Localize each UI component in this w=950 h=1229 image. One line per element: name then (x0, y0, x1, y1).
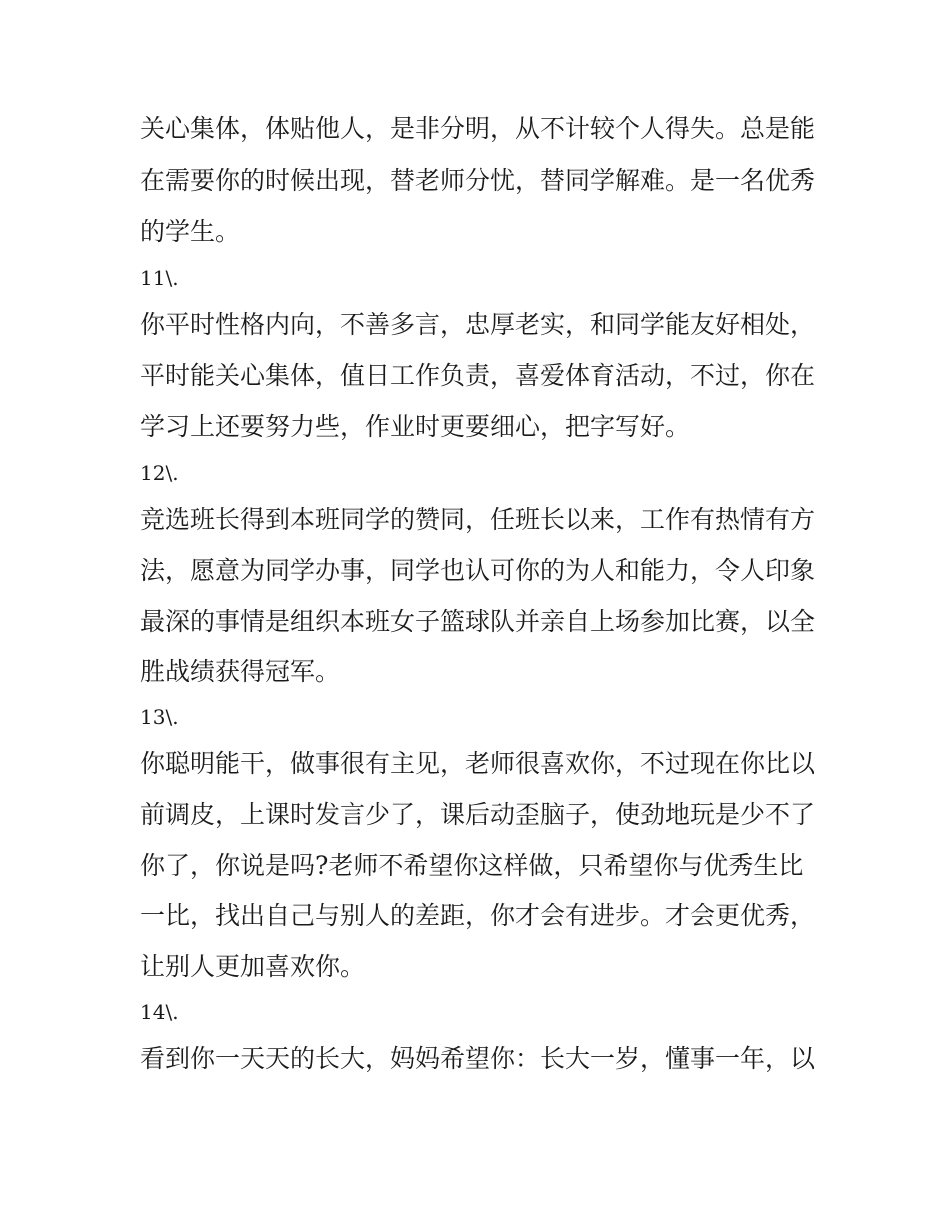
paragraph-line: 让别人更加喜欢你。 (140, 952, 366, 981)
paragraph-line: 前调皮，上课时发言少了，课后动歪脑子，使劲地玩是少不了 (140, 800, 816, 829)
item-number: 13\. (140, 705, 179, 729)
paragraph-line: 竞选班长得到本班同学的赞同，任班长以来，工作有热情有方 (140, 505, 816, 534)
paragraph-line: 关心集体，体贴他人，是非分明，从不计较个人得失。总是能 (140, 114, 816, 143)
paragraph-line: 法，愿意为同学办事，同学也认可你的为人和能力，令人印象 (140, 556, 816, 585)
item-number: 11\. (140, 266, 179, 290)
paragraph-line: 在需要你的时候出现，替老师分忧，替同学解难。是一名优秀 (140, 166, 816, 195)
paragraph-line: 一比，找出自己与别人的差距，你才会有进步。才会更优秀， (140, 901, 816, 930)
item-number: 12\. (140, 461, 179, 485)
paragraph-line: 学习上还要努力些，作业时更要细心，把字写好。 (140, 412, 691, 441)
paragraph-line: 你聪明能干，做事很有主见，老师很喜欢你，不过现在你比以 (140, 749, 816, 778)
paragraph-line: 最深的事情是组织本班女子篮球队并亲自上场参加比赛，以全 (140, 607, 816, 636)
paragraph-line: 看到你一天天的长大，妈妈希望你：长大一岁，懂事一年，以 (140, 1044, 816, 1073)
paragraph-line: 的学生。 (140, 217, 241, 246)
paragraph-line: 胜战绩获得冠军。 (140, 657, 341, 686)
item-number: 14\. (140, 1000, 179, 1024)
paragraph-line: 你平时性格内向，不善多言，忠厚老实，和同学能友好相处， (140, 310, 816, 339)
paragraph-line: 平时能关心集体，值日工作负责，喜爱体育活动，不过，你在 (140, 361, 816, 390)
paragraph-line: 你了，你说是吗?老师不希望你这样做，只希望你与优秀生比 (140, 851, 804, 880)
